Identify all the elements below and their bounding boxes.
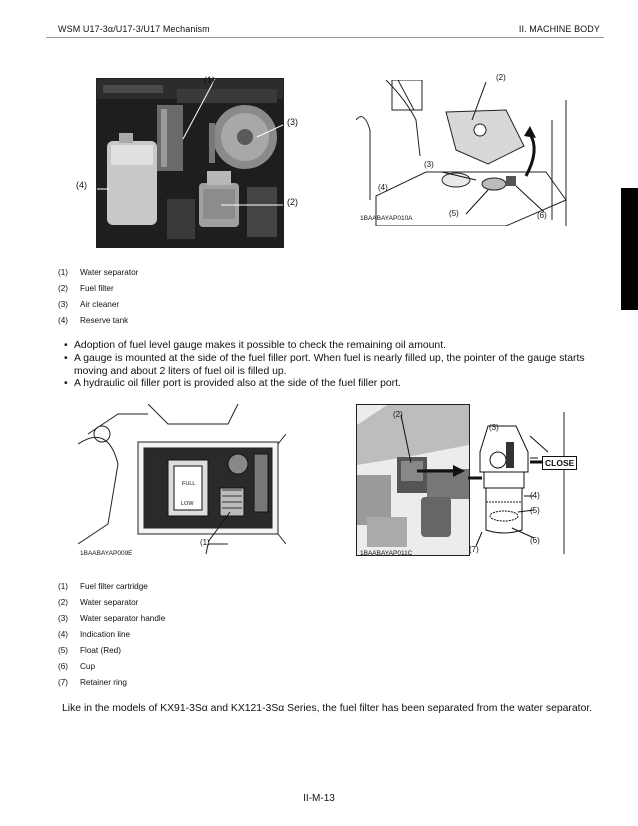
legend-item bbox=[58, 582, 148, 591]
gauge-label-low: LOW bbox=[181, 501, 194, 507]
callout-6d: (6) bbox=[530, 536, 540, 545]
legend-item bbox=[58, 630, 130, 639]
fuel-filler-drawing bbox=[356, 80, 580, 226]
callout-4: (4) bbox=[76, 180, 87, 190]
fuel-gauge-drawing bbox=[78, 404, 286, 556]
legend-item bbox=[58, 662, 95, 671]
legend-num: (4) bbox=[58, 316, 69, 325]
callout-5d: (5) bbox=[530, 506, 540, 515]
callout-3b: (3) bbox=[424, 160, 434, 169]
gauge-label-full: FULL bbox=[182, 481, 196, 487]
callout-2b: (2) bbox=[496, 73, 506, 82]
legend-num: (7) bbox=[58, 678, 69, 687]
body-paragraph: Like in the models of KX91-3Sα and KX121-3Sα Series, the fuel filter has been separated from the water separator. bbox=[62, 703, 593, 714]
legend-item bbox=[58, 646, 121, 655]
water-separator-photo bbox=[356, 404, 470, 556]
legend-item bbox=[58, 678, 127, 687]
callout-7d: (7) bbox=[469, 545, 479, 554]
legend-num: (3) bbox=[58, 300, 69, 309]
bullet-text: Adoption of fuel level gauge makes it possible to check the remaining oil amount. bbox=[74, 340, 446, 351]
legend-item bbox=[58, 316, 128, 325]
legend-label: Air cleaner bbox=[80, 300, 120, 309]
bullet-item: • A gauge is mounted at the side of the fuel filler port. When fuel is nearly filled up, the pointer of the gauge starts moving and about 2 liters of fuel oil is filled up. bbox=[64, 353, 612, 378]
figure-code-009e: 1BAABAYAP009E bbox=[80, 550, 133, 557]
legend-item bbox=[58, 614, 165, 623]
callout-3d: (3) bbox=[489, 423, 499, 432]
bullet-item: • Adoption of fuel level gauge makes it possible to check the remaining oil amount. bbox=[64, 340, 612, 353]
legend-item bbox=[58, 598, 138, 607]
figure-code-010a: 1BAABAYAP010A bbox=[360, 215, 413, 222]
close-direction-label: CLOSE bbox=[542, 456, 577, 470]
legend-num: (2) bbox=[58, 284, 69, 293]
callout-2: (2) bbox=[287, 197, 298, 207]
legend-label: Water separator handle bbox=[80, 614, 166, 623]
legend-item bbox=[58, 300, 119, 309]
legend-num: (4) bbox=[58, 630, 69, 639]
callout-3: (3) bbox=[287, 117, 298, 127]
legend-num: (2) bbox=[58, 598, 69, 607]
callout-4b: (4) bbox=[378, 183, 388, 192]
legend-label: Water separator bbox=[80, 268, 139, 277]
legend-item bbox=[58, 268, 138, 277]
header-divider bbox=[46, 37, 604, 38]
figure-code-011c: 1BAABAYAP011C bbox=[360, 550, 413, 557]
engine-photo bbox=[96, 78, 284, 248]
legend-label: Water separator bbox=[80, 598, 139, 607]
legend-label: Fuel filter cartridge bbox=[80, 582, 148, 591]
separator-detail-drawing bbox=[468, 412, 580, 554]
callout-2d: (2) bbox=[393, 410, 403, 419]
callout-1: (1) bbox=[204, 75, 215, 85]
legend-item bbox=[58, 284, 114, 293]
bullet-text: A hydraulic oil filler port is provided also at the side of the fuel filler port. bbox=[74, 378, 401, 389]
legend-num: (5) bbox=[58, 646, 69, 655]
legend-label: Retainer ring bbox=[80, 678, 127, 687]
callout-4d: (4) bbox=[530, 491, 540, 500]
legend-num: (1) bbox=[58, 268, 69, 277]
bullet-item: • A hydraulic oil filler port is provided also at the side of the fuel filler port. bbox=[64, 378, 612, 391]
legend-label: Indication line bbox=[80, 630, 131, 639]
legend-num: (1) bbox=[58, 582, 69, 591]
bullet-text: A gauge is mounted at the side of the fuel filler port. When fuel is nearly filled up, the pointer of the gauge starts moving and about 2 liters of fuel oil is filled up. bbox=[74, 353, 585, 377]
legend-label: Cup bbox=[80, 662, 96, 671]
section-tab-marker bbox=[621, 188, 638, 310]
legend-label: Float (Red) bbox=[80, 646, 121, 655]
legend-label: Fuel filter bbox=[80, 284, 114, 293]
callout-5b: (5) bbox=[449, 209, 459, 218]
callout-6b: (6) bbox=[537, 211, 547, 220]
callout-1c: (1) bbox=[200, 538, 210, 547]
legend-num: (6) bbox=[58, 662, 69, 671]
page-number: II-M-13 bbox=[303, 793, 335, 804]
header-title: WSM U17-3α/U17-3/U17 Mechanism bbox=[58, 24, 210, 34]
legend-label: Reserve tank bbox=[80, 316, 129, 325]
legend-num: (3) bbox=[58, 614, 69, 623]
header-section: II. MACHINE BODY bbox=[518, 24, 600, 34]
